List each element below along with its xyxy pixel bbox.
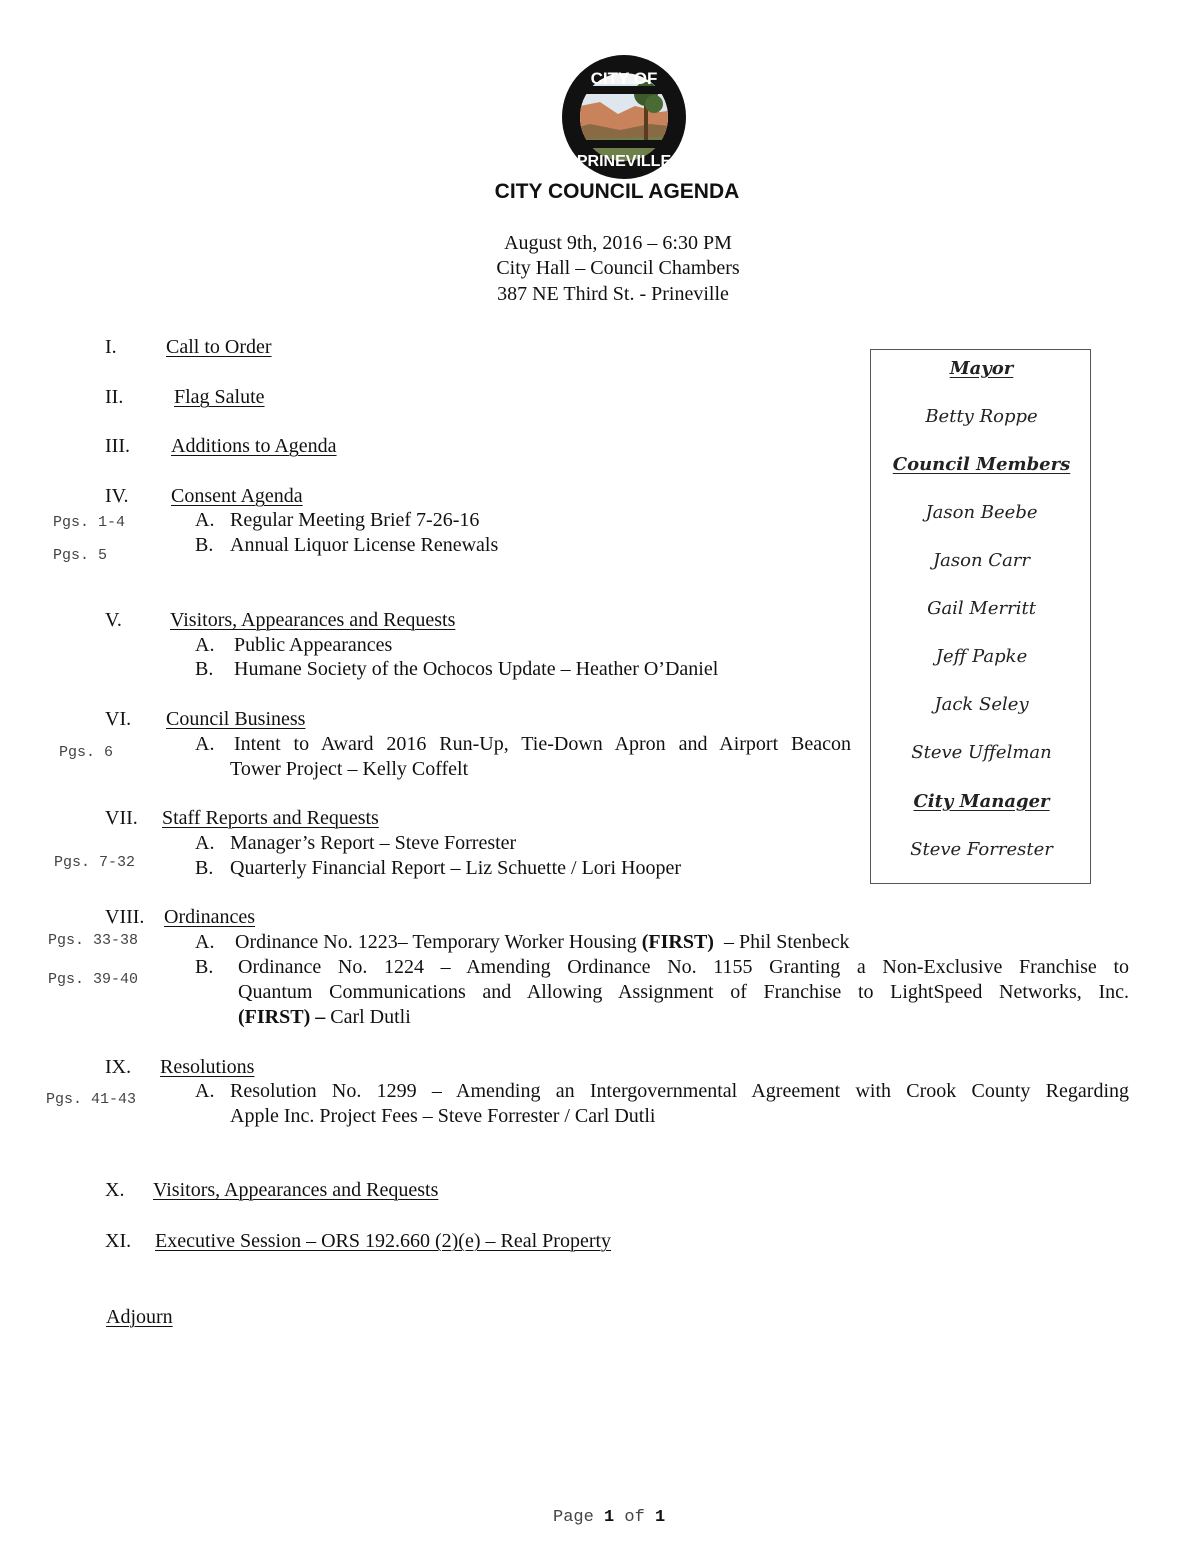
subitem-letter: A. <box>195 832 215 854</box>
council-members-box <box>870 349 1091 884</box>
agenda-item-7-title: Staff Reports and Requests <box>162 807 379 829</box>
adjourn: Adjourn <box>106 1306 173 1328</box>
subitem-text <box>235 931 850 954</box>
meeting-date: August 9th, 2016 – 6:30 PM <box>504 232 732 254</box>
subitem-letter: A. <box>195 733 215 755</box>
agenda-item-5-title: Visitors, Appearances and Requests <box>170 609 456 631</box>
page-ref: Pgs. 1-4 <box>53 514 126 531</box>
agenda-item-8-title: Ordinances <box>164 906 256 928</box>
agenda-item-10-number: X. <box>105 1179 125 1201</box>
page-ref: Pgs. 6 <box>59 744 114 761</box>
of-word: of <box>624 1508 645 1527</box>
subitem-text-part: Ordinance No. 1223– Temporary Worker Housing <box>235 931 642 953</box>
logo-text-top: CITY OF <box>590 69 658 88</box>
subitem-text: Regular Meeting Brief 7-26-16 <box>230 509 480 531</box>
council-member-name: Steve Uffelman <box>911 742 1052 763</box>
meeting-location: City Hall – Council Chambers <box>496 257 740 279</box>
subitem-text: Public Appearances <box>234 634 393 656</box>
agenda-item-11-title: Executive Session – ORS 192.660 (2)(e) – Real Property <box>155 1230 612 1252</box>
agenda-item-6-number: VI. <box>105 708 132 730</box>
subitem-letter: A. <box>195 1080 215 1102</box>
subitem-text <box>238 1006 411 1029</box>
council-member-name: Jeff Papke <box>935 646 1028 667</box>
reading-marker: (FIRST) – <box>238 1006 326 1028</box>
subitem-letter: B. <box>195 956 214 978</box>
agenda-item-4-title: Consent Agenda <box>171 485 303 507</box>
logo-text-bottom: PRINEVILLE <box>576 153 672 170</box>
reading-marker: (FIRST) <box>641 931 714 953</box>
page-ref: Pgs. 7-32 <box>54 854 136 871</box>
subitem-letter: B. <box>195 534 214 556</box>
mayor-name: Betty Roppe <box>925 406 1038 427</box>
agenda-item-11-number: XI. <box>105 1230 132 1252</box>
subitem-text: Apple Inc. Project Fees – Steve Forrester / Carl Dutli <box>230 1105 656 1127</box>
agenda-item-7-number: VII. <box>105 807 138 829</box>
page-word: Page <box>553 1508 594 1527</box>
agenda-item-6-title: Council Business <box>166 708 306 730</box>
page-ref: Pgs. 33-38 <box>48 932 139 949</box>
city-manager-name: Steve Forrester <box>910 839 1053 860</box>
subitem-letter: A. <box>195 509 215 531</box>
mayor-heading: Mayor <box>949 358 1014 379</box>
page-ref: Pgs. 41-43 <box>46 1091 137 1108</box>
council-member-name: Jason Carr <box>932 550 1031 571</box>
city-seal-graphic <box>560 54 688 180</box>
agenda-item-3-title: Additions to Agenda <box>171 435 337 457</box>
agenda-item-10-title: Visitors, Appearances and Requests <box>153 1179 439 1201</box>
subitem-text: Annual Liquor License Renewals <box>230 534 499 556</box>
page-title: CITY COUNCIL AGENDA <box>494 180 740 203</box>
page-number-footer <box>553 1508 665 1527</box>
subitem-text: Intent to Award 2016 Run-Up, Tie-Down Apron and Airport Beacon <box>234 733 851 755</box>
agenda-item-5-number: V. <box>105 609 122 631</box>
current-page: 1 <box>604 1508 615 1527</box>
agenda-item-1-title: Call to Order <box>166 336 272 358</box>
agenda-item-2-title: Flag Salute <box>174 386 265 408</box>
subitem-text: Ordinance No. 1224 – Amending Ordinance No. 1155 Granting a Non-Exclusive Franchise to <box>238 956 1129 978</box>
agenda-item-1-number: I. <box>105 336 117 358</box>
subitem-text: Quantum Communications and Allowing Assignment of Franchise to LightSpeed Networks, Inc. <box>238 981 1129 1003</box>
subitem-text: Humane Society of the Ochocos Update – Heather O’Daniel <box>234 658 719 680</box>
subitem-text: Manager’s Report – Steve Forrester <box>230 832 517 854</box>
subitem-text-part: Carl Dutli <box>325 1006 411 1028</box>
total-pages: 1 <box>655 1508 666 1527</box>
subitem-letter: B. <box>195 658 214 680</box>
council-member-name: Gail Merritt <box>927 598 1036 619</box>
subitem-text-part: – Phil Stenbeck <box>713 931 850 953</box>
council-members-heading: Council Members <box>892 454 1071 475</box>
page-ref: Pgs. 5 <box>53 547 108 564</box>
agenda-item-9-number: IX. <box>105 1056 132 1078</box>
subitem-text: Tower Project – Kelly Coffelt <box>230 758 469 780</box>
agenda-item-8-number: VIII. <box>105 906 145 928</box>
page-ref: Pgs. 39-40 <box>48 971 139 988</box>
subitem-text: Quarterly Financial Report – Liz Schuette / Lori Hooper <box>230 857 681 879</box>
agenda-item-4-number: IV. <box>105 485 129 507</box>
council-member-name: Jason Beebe <box>925 502 1038 523</box>
council-member-name: Jack Seley <box>934 694 1029 715</box>
city-logo <box>560 54 688 180</box>
subitem-text: Resolution No. 1299 – Amending an Intergovernmental Agreement with Crook County Regarding <box>230 1080 1129 1102</box>
subitem-letter: A. <box>195 931 215 953</box>
subitem-letter: A. <box>195 634 215 656</box>
agenda-item-2-number: II. <box>105 386 124 408</box>
meeting-address: 387 NE Third St. - Prineville <box>497 283 729 305</box>
agenda-item-3-number: III. <box>105 435 130 457</box>
subitem-letter: B. <box>195 857 214 879</box>
agenda-item-9-title: Resolutions <box>160 1056 255 1078</box>
city-manager-heading: City Manager <box>913 791 1050 812</box>
